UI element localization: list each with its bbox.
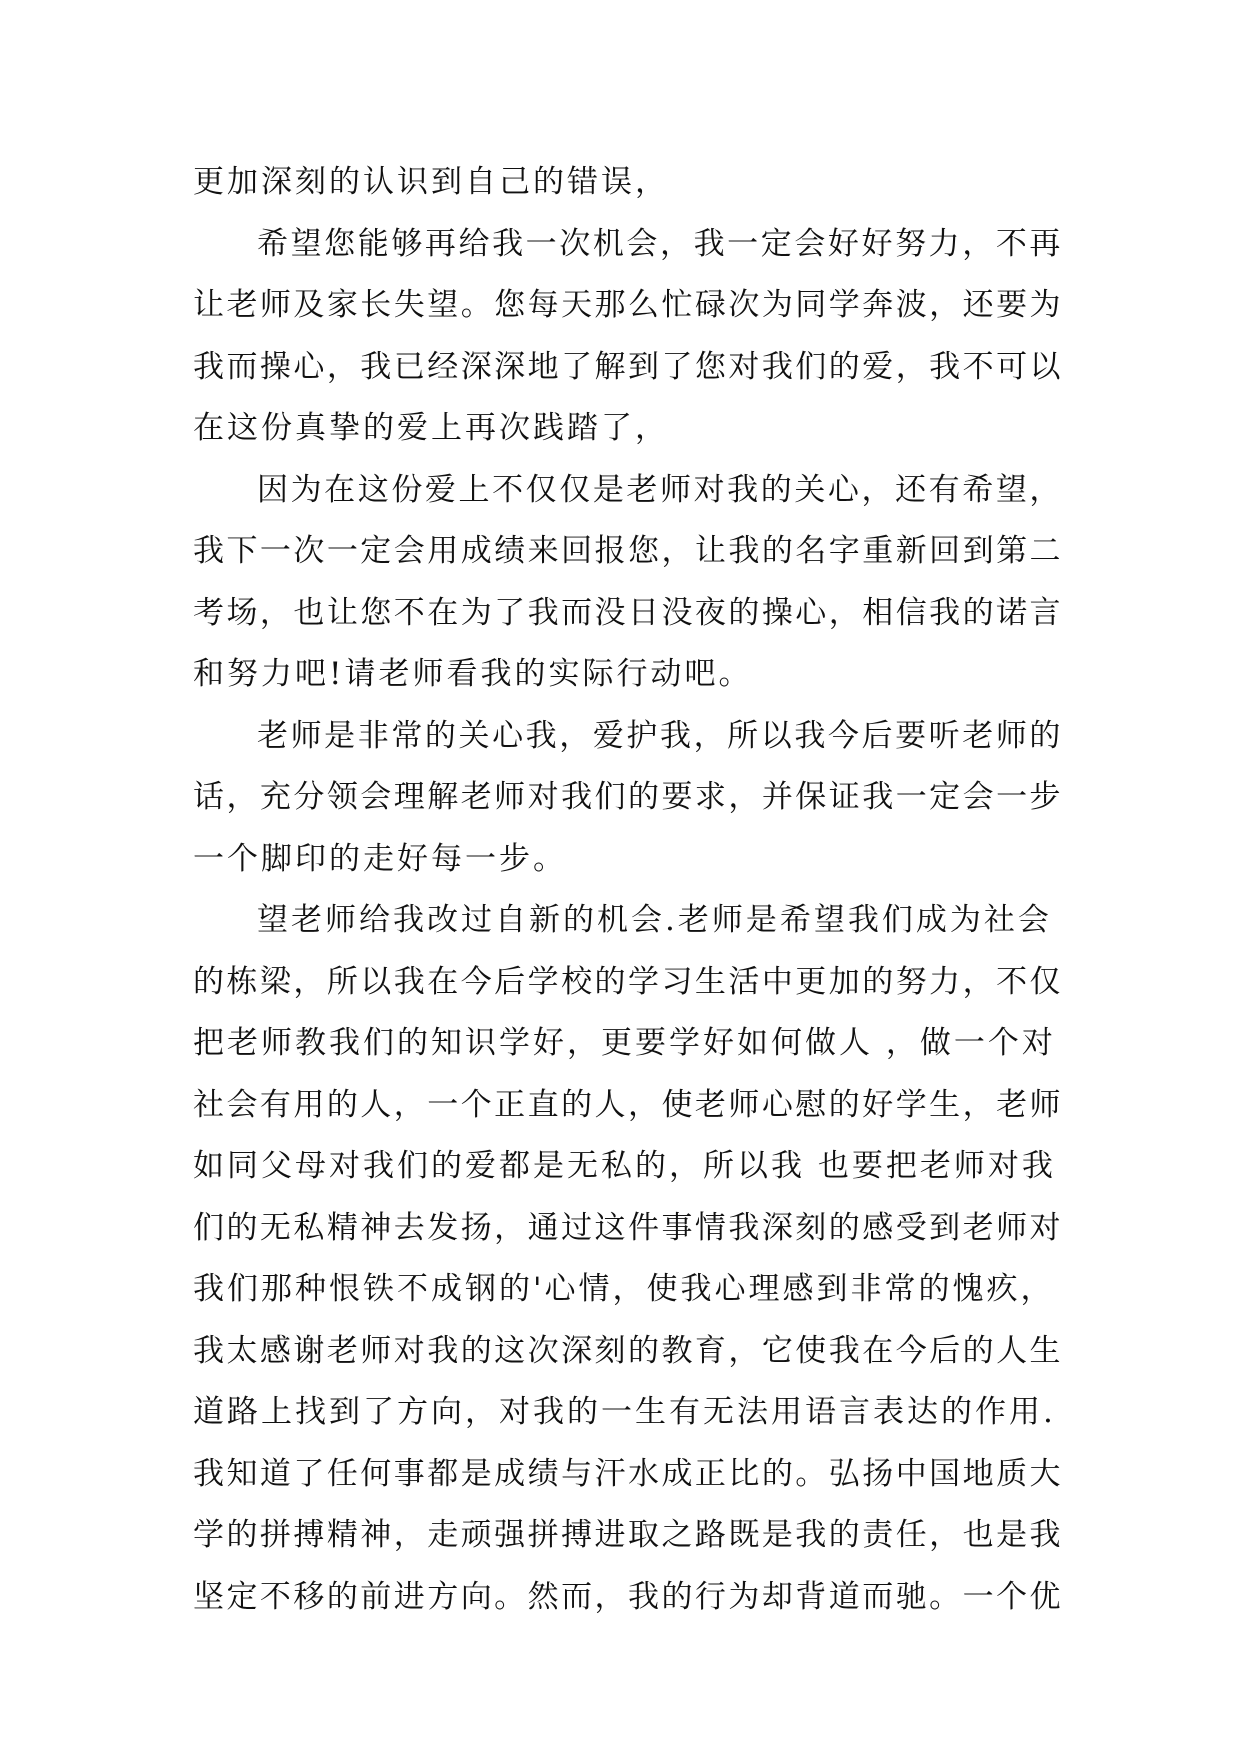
text-line: 如同父母对我们的爱都是无私的，所以我 也要把老师对我 <box>193 1148 1056 1184</box>
text-line: 望老师给我改过自新的机会.老师是希望我们成为社会 <box>257 902 1052 938</box>
text-line: 我下一次一定会用成绩来回报您，让我的名字重新回到第二 <box>193 533 1063 569</box>
text-line: 社会有用的人，一个正直的人，使老师心慰的好学生，老师 <box>193 1086 1063 1123</box>
text-line: 话，充分领会理解老师对我们的要求，并保证我一定会一步 <box>193 779 1063 815</box>
text-line: 老师是非常的关心我，爱护我，所以我今后要听老师的 <box>257 717 1063 754</box>
text-line: 坚定不移的前进方向。然而，我的行为却背道而驰。一个优 <box>193 1578 1063 1615</box>
text-line: 希望您能够再给我一次机会，我一定会好好努力，不再 <box>257 225 1063 262</box>
text-line: 学的拼搏精神，走顽强拼搏进取之路既是我的责任，也是我 <box>193 1517 1063 1553</box>
text-line: 们的无私精神去发扬，通过这件事情我深刻的感受到老师对 <box>193 1209 1063 1246</box>
text-line: 更加深刻的认识到自己的错误， <box>193 164 669 200</box>
text-line: 让老师及家长失望。您每天那么忙碌次为同学奔波，还要为 <box>193 287 1063 323</box>
text-line: 我们那种恨铁不成钢的'心情，使我心理感到非常的愧疚， <box>193 1271 1055 1307</box>
text-line: 一个脚印的走好每一步。 <box>193 840 567 877</box>
text-line: 在这份真挚的爱上再次践踏了， <box>193 410 669 446</box>
text-line: 我而操心，我已经深深地了解到了您对我们的爱，我不可以 <box>193 348 1063 385</box>
text-line: 考场，也让您不在为了我而没日没夜的操心，相信我的诺言 <box>193 594 1063 631</box>
body-text <box>193 152 1063 1628</box>
text-line: 把老师教我们的知识学好，更要学好如何做人 ，做一个对 <box>193 1025 1056 1061</box>
text-line: 我太感谢老师对我的这次深刻的教育，它使我在今后的人生 <box>193 1332 1063 1369</box>
text-line: 的栋梁，所以我在今后学校的学习生活中更加的努力，不仅 <box>193 963 1063 1000</box>
text-line: 我知道了任何事都是成绩与汗水成正比的。弘扬中国地质大 <box>193 1455 1063 1492</box>
text-line: 因为在这份爱上不仅仅是老师对我的关心，还有希望， <box>257 471 1063 508</box>
text-line: 和努力吧!请老师看我的实际行动吧。 <box>193 656 753 692</box>
text-line: 道路上找到了方向，对我的一生有无法用语言表达的作用. <box>193 1394 1056 1430</box>
